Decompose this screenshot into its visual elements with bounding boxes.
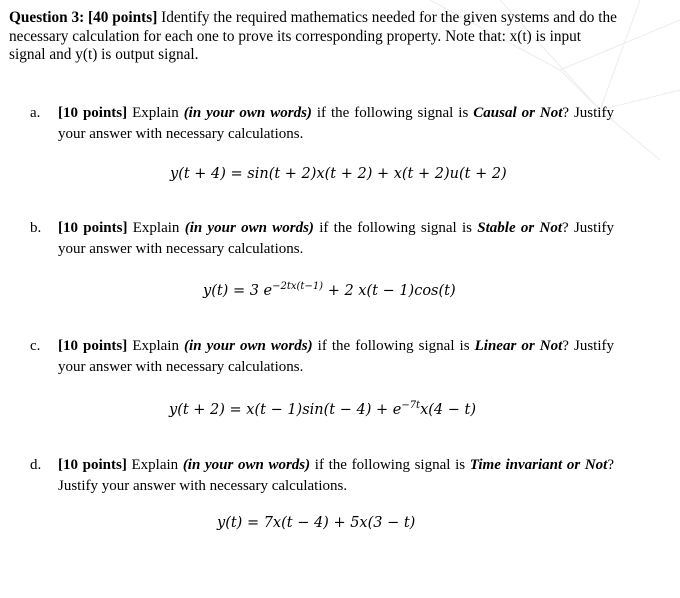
part-marker: c. xyxy=(30,338,41,354)
text-span: Explain xyxy=(126,457,183,473)
equation-exponent: −2tx(t−1) xyxy=(272,281,324,292)
text-span: Explain xyxy=(127,105,184,121)
part-marker: a. xyxy=(30,105,41,121)
text-span: ? Justify your answer with necessary calculations. xyxy=(58,338,614,375)
equation-b xyxy=(203,283,456,299)
question-intro: Identify the required mathematics needed for the given systems and do the necessary calculation for each one to prove its corresponding property. Note that: x(t) is input signal and y(t) is output signal. xyxy=(9,9,617,63)
part-marker: d. xyxy=(30,457,42,473)
equation-text: x(4 − t) xyxy=(420,402,476,418)
emphasis-text: (in your own words) xyxy=(183,105,312,121)
property-text: Stable or Not xyxy=(477,220,563,236)
equation-text: y(t) = 3 e xyxy=(203,283,273,299)
equation-text: y(t + 4) = sin(t + 2)x(t + 2) + x(t + 2)u(t + 2) xyxy=(170,166,507,182)
part-text xyxy=(58,336,614,378)
text-span: if the following signal is xyxy=(312,338,475,354)
property-text: Time invariant or Not xyxy=(469,457,608,473)
part-text xyxy=(58,218,614,260)
emphasis-text: (in your own words) xyxy=(184,338,313,354)
equation-d xyxy=(217,515,415,531)
text-span: Explain xyxy=(127,220,185,236)
text-span: ? Justify your answer with necessary calculations. xyxy=(58,105,614,142)
property-text: Linear or Not xyxy=(474,338,563,354)
emphasis-text: (in your own words) xyxy=(184,220,314,236)
part-marker: b. xyxy=(30,220,42,236)
points-label: [10 points] xyxy=(58,457,127,473)
equation-text: + 2 x(t − 1)cos(t) xyxy=(323,283,456,299)
question-header xyxy=(9,9,619,65)
equation-exponent: −7t xyxy=(401,400,421,411)
points-label: [10 points] xyxy=(58,105,128,121)
text-span: ? Justify your answer with necessary calculations. xyxy=(58,457,615,494)
equation-text: y(t + 2) = x(t − 1)sin(t − 4) + e xyxy=(169,402,402,418)
text-span: if the following signal is xyxy=(311,105,474,121)
equation-text: y(t) = 7x(t − 4) + 5x(3 − t) xyxy=(217,515,416,531)
emphasis-text: (in your own words) xyxy=(182,457,311,473)
question-label: Question 3: [40 points] xyxy=(9,9,158,26)
equation-c xyxy=(169,402,476,418)
part-text xyxy=(58,103,614,145)
equation-a xyxy=(170,166,507,182)
points-label: [10 points] xyxy=(58,338,128,354)
text-span: Explain xyxy=(127,338,185,354)
points-label: [10 points] xyxy=(58,220,128,236)
text-span: if the following signal is xyxy=(313,220,478,236)
property-text: Causal or Not xyxy=(473,105,563,121)
text-span: ? Justify your answer with necessary calculations. xyxy=(58,220,614,257)
text-span: if the following signal is xyxy=(310,457,470,473)
part-text xyxy=(58,455,614,497)
